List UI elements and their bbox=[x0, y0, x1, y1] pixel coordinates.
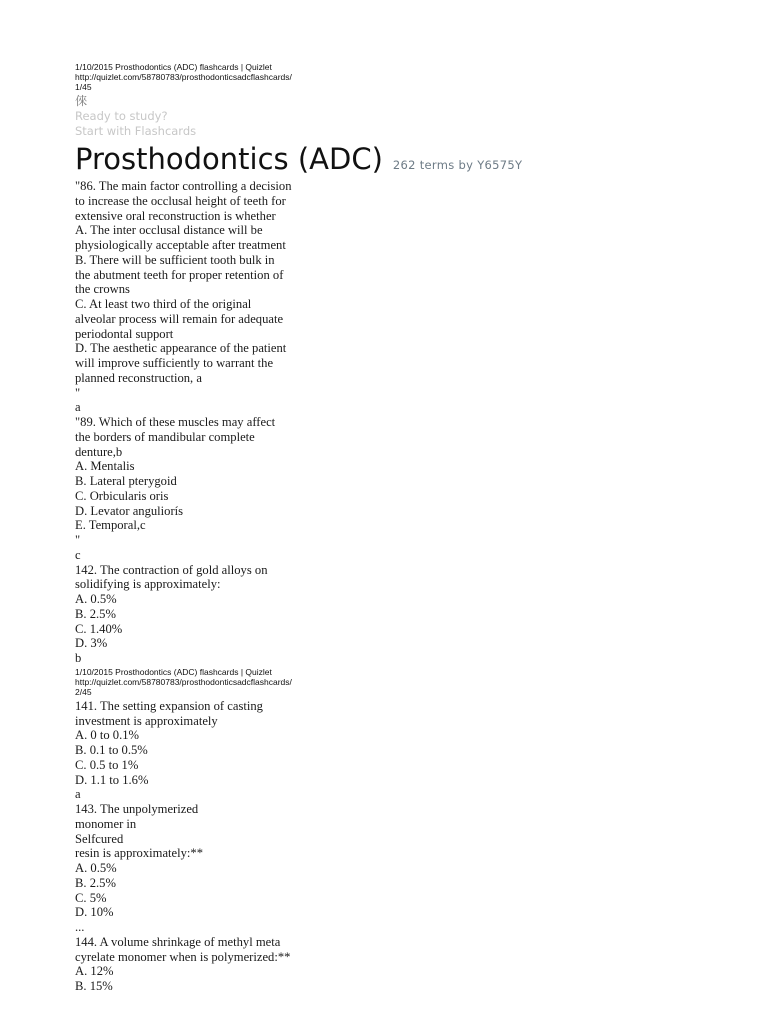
deck-title-row bbox=[75, 141, 715, 177]
text-line: 144. A volume shrinkage of methyl meta bbox=[75, 934, 281, 949]
study-promo bbox=[75, 109, 715, 139]
text-line: the abutment teeth for proper retention of bbox=[75, 267, 284, 282]
text-line: A. 12% bbox=[75, 964, 114, 979]
text-line: B. There will be sufficient tooth bulk in bbox=[75, 252, 275, 267]
text-line: planned reconstruction, a bbox=[75, 370, 202, 385]
text-line: D. 1.1 to 1.6% bbox=[75, 772, 149, 787]
text-line: extensive oral reconstruction is whether bbox=[75, 208, 276, 223]
text-line: ... bbox=[75, 920, 85, 934]
text-line: monomer in bbox=[75, 816, 137, 831]
text-line: A. The inter occlusal distance will be bbox=[75, 223, 263, 238]
text-line: D. The aesthetic appearance of the patient bbox=[75, 341, 287, 356]
text-line: the crowns bbox=[75, 282, 130, 297]
text-line: B. Lateral pterygoid bbox=[75, 474, 177, 488]
text-line: C. 5% bbox=[75, 890, 107, 905]
text-line: resin is approximately:** bbox=[75, 846, 204, 861]
text-line: D. 10% bbox=[75, 905, 114, 920]
text-line: D. Levator anguliorís bbox=[75, 503, 184, 518]
flashcard-block-1 bbox=[75, 179, 715, 666]
text-line: 143. The unpolymerized bbox=[75, 802, 199, 816]
text-line: B. 15% bbox=[75, 979, 113, 993]
text-line: A. 0.5% bbox=[75, 861, 117, 875]
text-line: a bbox=[75, 400, 81, 415]
text-line: B. 2.5% bbox=[75, 875, 116, 890]
text-line: 141. The setting expansion of casting bbox=[75, 698, 263, 713]
print-header-title: 1/10/2015 Prosthodontics (ADC) flashcards | Quizlet bbox=[75, 62, 272, 72]
text-line: cyrelate monomer when is polymerized:** bbox=[75, 949, 291, 964]
text-line: B. 2.5% bbox=[75, 606, 116, 621]
ready-to-study-text: Ready to study? bbox=[75, 109, 168, 123]
print-header-page: 2/45 bbox=[75, 686, 92, 697]
text-line: investment is approximately bbox=[75, 713, 218, 728]
text-line: E. Temporal,c bbox=[75, 518, 146, 533]
text-line: solidifying is approximately: bbox=[75, 577, 221, 592]
by-label: by bbox=[458, 158, 474, 172]
text-line: periodontal support bbox=[75, 326, 174, 341]
text-line: C. At least two third of the original bbox=[75, 297, 252, 311]
text-line: physiologically acceptable after treatment bbox=[75, 238, 286, 252]
text-line: A. 0 to 0.1% bbox=[75, 728, 140, 743]
text-line: Selfcured bbox=[75, 831, 124, 846]
flashcard-block-2 bbox=[75, 699, 715, 994]
text-line: denture,b bbox=[75, 444, 123, 459]
document-page bbox=[75, 62, 715, 994]
text-line: D. 3% bbox=[75, 636, 108, 651]
text-line: will improve sufficiently to warrant the bbox=[75, 356, 274, 370]
print-header-page: 1/45 bbox=[75, 82, 92, 92]
print-header-title: 1/10/2015 Prosthodontics (ADC) flashcards | Quizlet bbox=[75, 666, 272, 677]
text-line: the borders of mandibular complete bbox=[75, 429, 255, 444]
print-header-url: http://quizlet.com/58780783/prosthodonticsadcflashcards/ bbox=[75, 72, 292, 82]
print-header-2 bbox=[75, 667, 715, 697]
text-line: C. 1.40% bbox=[75, 621, 123, 636]
text-line: alveolar process will remain for adequate bbox=[75, 311, 284, 326]
text-line: c bbox=[75, 547, 81, 562]
text-line: " bbox=[75, 385, 81, 400]
text-line: to increase the occlusal height of teeth for bbox=[75, 193, 286, 208]
text-line: a bbox=[75, 787, 81, 802]
author-link[interactable]: Y6575Y bbox=[477, 158, 523, 172]
text-line: A. 0.5% bbox=[75, 592, 117, 606]
text-line: B. 0.1 to 0.5% bbox=[75, 743, 148, 757]
text-line: C. Orbicularis oris bbox=[75, 488, 169, 503]
deck-title: Prosthodontics (ADC) bbox=[75, 142, 383, 176]
print-header bbox=[75, 62, 715, 92]
text-line: C. 0.5 to 1% bbox=[75, 757, 139, 772]
print-header-url: http://quizlet.com/58780783/prosthodonticsadcflashcards/ bbox=[75, 676, 292, 687]
text-line: "86. The main factor controlling a decision bbox=[75, 179, 292, 193]
deck-meta bbox=[393, 158, 522, 172]
start-flashcards-link[interactable]: Start with Flashcards bbox=[75, 124, 197, 138]
text-line: A. Mentalis bbox=[75, 459, 135, 474]
text-line: " bbox=[75, 533, 81, 547]
text-line: 142. The contraction of gold alloys on bbox=[75, 562, 268, 577]
terms-count: 262 terms bbox=[392, 158, 455, 172]
text-line: b bbox=[75, 651, 82, 665]
logo-icon: 倈 bbox=[75, 94, 88, 108]
text-line: "89. Which of these muscles may affect bbox=[75, 415, 276, 429]
